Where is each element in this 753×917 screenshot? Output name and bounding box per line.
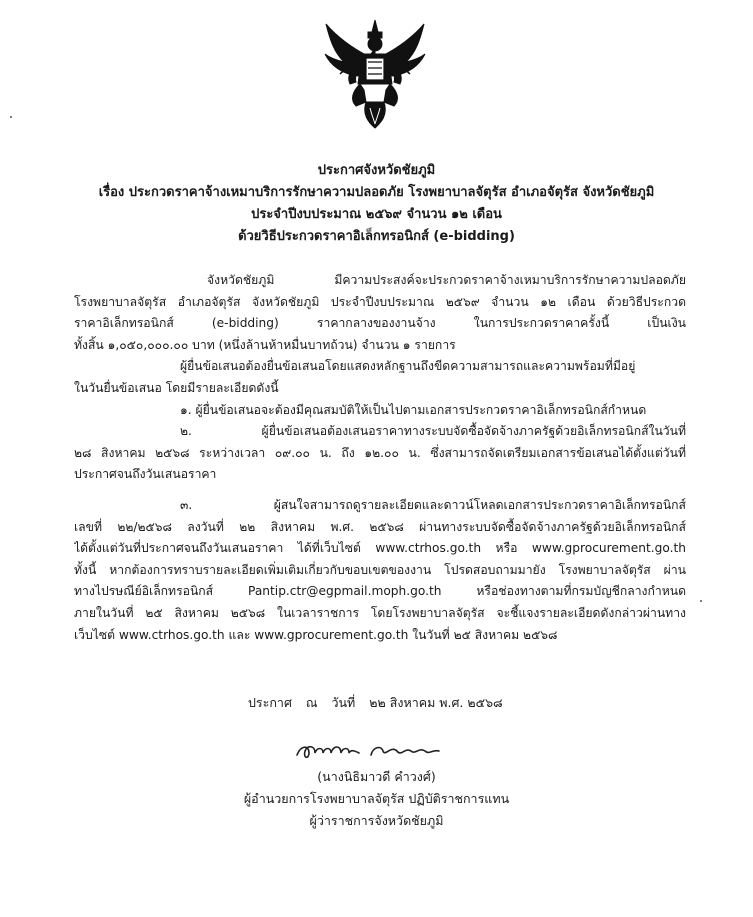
handwritten-signature-icon	[293, 737, 463, 763]
body-line: ได้ตั้งแต่วันที่ประกาศจนถึงวันเสนอราคา ได้ที่เว็บไซต์ www.ctrhos.go.th หรือ www.gprocurement.go.th	[74, 541, 686, 556]
announcement-body	[74, 270, 686, 646]
body-line: ทั้งสิ้น ๑,๐๕๐,๐๐๐.๐๐ บาท (หนึ่งล้านห้าหมื่นบาทถ้วน) จำนวน ๑ รายการ	[74, 337, 456, 352]
body-line: ทั้งนี้ หากต้องการทราบรายละเอียดเพิ่มเติมเกี่ยวกับขอบเขตของงาน โปรดสอบถามมายัง โรงพยาบาลจัตุรัส ผ่าน	[74, 562, 686, 577]
body-line: โรงพยาบาลจัตุรัส อำเภอจัตุรัส จังหวัดชัยภูมิ ประจำปีงบประมาณ ๒๕๖๙ จำนวน ๑๒ เดือน ด้วยวิธีประกวด	[74, 294, 686, 309]
body-line: ราคาอิเล็กทรอนิกส์ (e-bidding) ราคากลางของงานจ้าง ในการประกวดราคาครั้งนี้ เป็นเงิน	[74, 316, 686, 331]
announcement-subject: เรื่อง ประกวดราคาจ้างเหมาบริการรักษาความปลอดภัย โรงพยาบาลจัตุรัส อำเภอจัตุรัส จังหวัดชัยภูมิ	[98, 185, 655, 200]
issued-label: ประกาศ	[248, 695, 292, 710]
signer-position: ผู้อำนวยการโรงพยาบาลจัตุรัส ปฏิบัติราชการแทน	[243, 791, 510, 806]
issued-day-label: วันที่	[331, 695, 356, 710]
body-line: ๒. ผู้ยื่นข้อเสนอต้องเสนอราคาทางระบบจัดซื้อจัดจ้างภาครัฐด้วยอิเล็กทรอนิกส์ในวันที่	[180, 424, 686, 439]
body-line: ผู้ยื่นข้อเสนอต้องยื่นข้อเสนอโดยแสดงหลักฐานถึงขีดความสามารถและความพร้อมที่มีอยู่	[180, 359, 636, 374]
body-line: เว็บไซต์ www.ctrhos.go.th และ www.gprocurement.go.th ในวันที่ ๒๕ สิงหาคม ๒๕๖๘	[74, 627, 558, 642]
body-line: ๒๘ สิงหาคม ๒๕๖๘ ระหว่างเวลา ๐๙.๐๐ น. ถึง ๑๒.๐๐ น. ซึ่งสามารถจัดเตรียมเอกสารข้อเสนอได้ตั้งแต่วันที่	[74, 445, 686, 460]
body-line: ทางไปรษณีย์อิเล็กทรอนิกส์ Pantip.ctr@egpmail.moph.go.th หรือช่องทางตามที่กรมบัญชีกลางกำหนด	[74, 584, 686, 599]
garuda-emblem-icon	[322, 18, 428, 130]
signer-authority: ผู้ว่าราชการจังหวัดชัยภูมิ	[309, 813, 444, 828]
issued-date	[248, 692, 513, 714]
announcement-title: ประกาศจังหวัดชัยภูมิ	[317, 163, 436, 178]
announcement-method: ด้วยวิธีประกวดราคาอิเล็กทรอนิกส์ (e-bidding)	[238, 229, 515, 244]
body-line: จังหวัดชัยภูมิ มีความประสงค์จะประกวดราคาจ้างเหมาบริการรักษาความปลอดภัย	[207, 273, 686, 287]
issued-at: ณ	[305, 695, 318, 710]
scan-speck	[10, 116, 12, 118]
announcement-fiscal-year: ประจำปีงบประมาณ ๒๕๖๙ จำนวน ๑๒ เดือน	[251, 207, 502, 222]
body-line: ภายในวันที่ ๒๕ สิงหาคม ๒๕๖๘ ในเวลาราชการ โดยโรงพยาบาลจัตุรัส จะชี้แจงรายละเอียดดังกล่าวผ่านทาง	[74, 605, 686, 620]
signer-name: (นางนิธิมาวดี คำวงศ์)	[317, 769, 436, 784]
body-line: ประกาศจนถึงวันเสนอราคา	[74, 467, 217, 482]
body-line: ในวันยื่นข้อเสนอ โดยมีรายละเอียดดังนี้	[74, 380, 279, 395]
announcement-header	[0, 160, 753, 248]
body-line: ๓. ผู้สนใจสามารถดูรายละเอียดและดาวน์โหลดเอกสารประกวดราคาอิเล็กทรอนิกส์	[180, 497, 686, 512]
body-line: ๑. ผู้ยื่นข้อเสนอจะต้องมีคุณสมบัติให้เป็นไปตามเอกสารประกวดราคาอิเล็กทรอนิกส์กำหนด	[180, 402, 647, 417]
scan-speck	[700, 600, 702, 602]
body-line: เลขที่ ๒๒/๒๕๖๘ ลงวันที่ ๒๒ สิงหาคม พ.ศ. ๒๕๖๘ ผ่านทางระบบจัดซื้อจัดจ้างภาครัฐด้วยอิเล็กทรอนิกส์	[74, 519, 686, 534]
issued-date-value: ๒๒ สิงหาคม พ.ศ. ๒๕๖๘	[369, 695, 503, 710]
